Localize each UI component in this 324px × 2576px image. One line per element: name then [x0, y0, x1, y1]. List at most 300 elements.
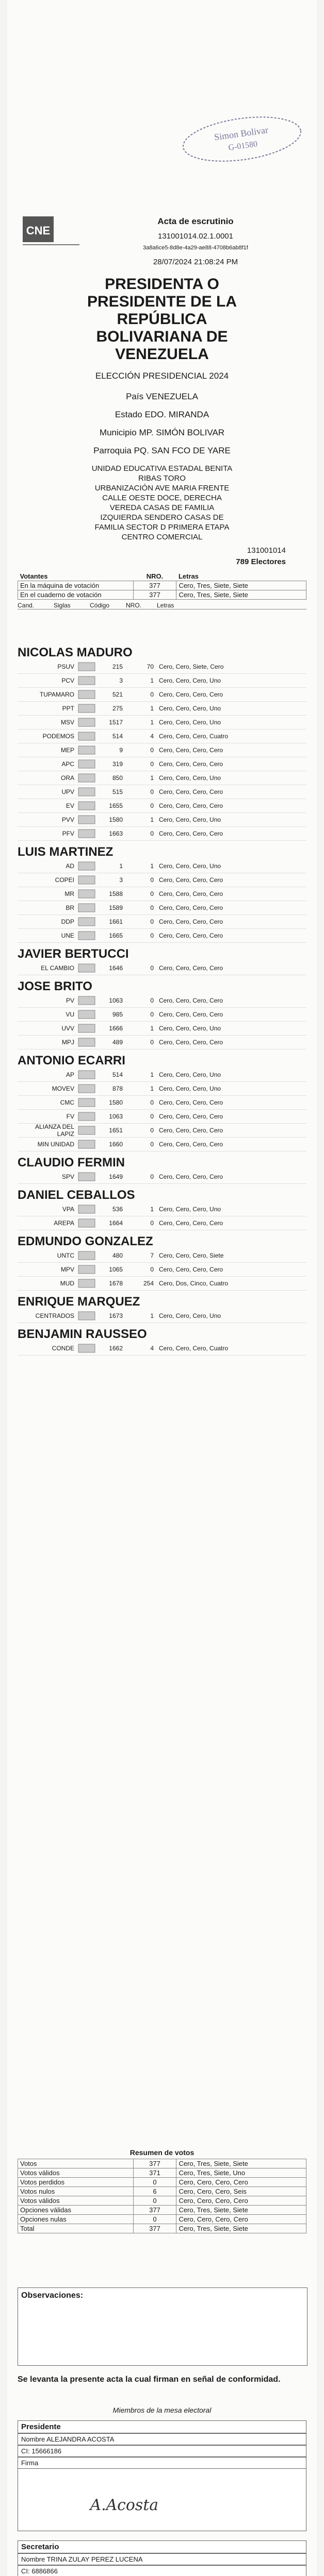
- party-acronym: UPV: [61, 788, 74, 795]
- party-code: 1655: [109, 802, 123, 809]
- party-logo-icon: [76, 930, 97, 941]
- party-code: 1664: [109, 1219, 123, 1227]
- party-row: [18, 1022, 306, 1036]
- party-acronym: CENTRADOS: [35, 1312, 74, 1319]
- party-logo-icon: [76, 689, 97, 700]
- party-votes-letters: Cero, Cero, Cero, Cero: [159, 1219, 223, 1227]
- candidate-name: NICOLAS MADURO: [18, 646, 133, 659]
- party-votes-letters: Cero, Cero, Cero, Uno: [159, 862, 221, 870]
- party-logo-icon: [76, 889, 97, 899]
- summary-table: [18, 2159, 306, 2233]
- party-code: 515: [112, 788, 123, 795]
- party-code: 1649: [109, 1173, 123, 1180]
- party-votes-letters: Cero, Cero, Cero, Uno: [159, 677, 221, 684]
- candidates-list: [18, 641, 306, 1355]
- party-votes: 1: [150, 816, 154, 823]
- party-row: [18, 674, 306, 688]
- party-logo-icon: [76, 1343, 97, 1353]
- party-logo-icon: [76, 1070, 97, 1080]
- table-row: Votos perdidos 0 Cero, Cero, Cero, Cero: [18, 2178, 306, 2187]
- party-code: 536: [112, 1206, 123, 1213]
- party-votes: 70: [147, 663, 154, 670]
- party-code: 514: [112, 1071, 123, 1078]
- party-votes-letters: Cero, Cero, Cero, Cero: [159, 1173, 223, 1180]
- candidate-block: [18, 947, 306, 975]
- candidate-block: [18, 1054, 306, 1151]
- party-acronym: PODEMOS: [42, 733, 74, 740]
- party-votes-letters: Cero, Cero, Cero, Cuatro: [159, 733, 229, 740]
- party-acronym: PFV: [62, 830, 74, 837]
- party-votes: 0: [150, 802, 154, 809]
- party-code: 1063: [109, 1113, 123, 1120]
- election-name: ELECCIÓN PRESIDENCIAL 2024: [95, 371, 229, 381]
- municipality: Municipio MP. SIMÓN BOLIVAR: [99, 428, 225, 437]
- party-acronym: FV: [66, 1113, 74, 1120]
- candidate-block: [18, 979, 306, 1049]
- party-acronym: MPV: [60, 1266, 74, 1273]
- party-acronym: AP: [66, 1071, 74, 1078]
- party-votes: 1: [150, 862, 154, 870]
- party-logo-icon: [76, 917, 97, 927]
- party-row: [18, 1170, 306, 1184]
- party-row: [18, 1309, 306, 1323]
- votes-table: [18, 572, 306, 609]
- members-list: [18, 2411, 306, 2576]
- party-votes: 1: [150, 719, 154, 726]
- member-ci: CI: 15666186: [18, 2445, 306, 2457]
- party-row: [18, 1138, 306, 1151]
- party-votes: 1: [150, 705, 154, 712]
- table-row: En el cuaderno de votación 377 Cero, Tres, Siete, Siete: [18, 590, 306, 600]
- party-logo-icon: [76, 1139, 97, 1149]
- party-row: [18, 1068, 306, 1082]
- party-code: 9: [119, 747, 123, 754]
- voting-center: UNIDAD EDUCATIVA ESTADAL BENITA RIBAS TORO URBANIZACIÓN AVE MARIA FRENTE CALLE OESTE DOCE, DERECHA VEREDA CASAS DE FAMILIA IZQUIERDA SENDERO CASAS DE FAMILIA SECTOR D PRIMERA ETAPA CENTRO COMERCIAL: [91, 464, 233, 541]
- party-votes-letters: Cero, Cero, Cero, Cuatro: [159, 1345, 229, 1352]
- party-row: [18, 915, 306, 929]
- party-votes-letters: Cero, Cero, Cero, Siete: [159, 1252, 224, 1259]
- party-acronym: MOVEV: [52, 1085, 74, 1092]
- party-logo-icon: [76, 861, 97, 871]
- party-row: [18, 743, 306, 757]
- party-acronym: PPT: [62, 705, 74, 712]
- party-acronym: PV: [66, 997, 74, 1004]
- candidate-block: [18, 1156, 306, 1184]
- candidate-block: [18, 845, 306, 943]
- signature-icon: [18, 2469, 306, 2531]
- party-acronym: ALIANZA DEL LAPIZ: [35, 1123, 74, 1138]
- member-name: Nombre TRINA ZULAY PEREZ LUCENA: [18, 2553, 306, 2565]
- party-votes-letters: Cero, Cero, Cero, Cero: [159, 904, 223, 911]
- party-acronym: AD: [66, 862, 74, 870]
- party-acronym: MEP: [60, 747, 74, 754]
- stamp-text: Simon Bolivar: [213, 124, 269, 143]
- acta-number: 131001014.02.1.0001: [158, 232, 233, 241]
- party-acronym: MUD: [60, 1280, 74, 1287]
- party-code: 1646: [109, 964, 123, 972]
- party-logo-icon: [76, 801, 97, 811]
- party-row: [18, 702, 306, 716]
- party-code: 1665: [109, 932, 123, 939]
- party-acronym: CONDE: [52, 1345, 74, 1352]
- party-row: [18, 688, 306, 702]
- party-acronym: VU: [66, 1011, 74, 1018]
- party-logo-icon: [76, 1218, 97, 1228]
- party-votes-letters: Cero, Cero, Siete, Cero: [159, 663, 224, 670]
- party-row: [18, 1008, 306, 1022]
- party-acronym: PVV: [61, 816, 74, 823]
- party-votes: 0: [150, 918, 154, 925]
- candidates-subheader: Cand. Siglas Código NRO. Letras: [18, 602, 306, 609]
- party-votes-letters: Cero, Cero, Cero, Cero: [159, 1141, 223, 1148]
- table-row: Votos válidos 0 Cero, Cero, Cero, Cero: [18, 2196, 306, 2206]
- closing-statement: Se levanta la presente acta la cual firman en señal de conformidad.: [18, 2375, 281, 2384]
- party-votes-letters: Cero, Cero, Cero, Cero: [159, 691, 223, 698]
- party-votes: 0: [150, 830, 154, 837]
- party-code: 1666: [109, 1025, 123, 1032]
- summary-title: Resumen de votos: [129, 2148, 195, 2157]
- party-logo-icon: [76, 731, 97, 741]
- party-logo-icon: [76, 717, 97, 727]
- party-votes-letters: Cero, Cero, Cero, Cero: [159, 1266, 223, 1273]
- party-code: 215: [112, 663, 123, 670]
- party-row: [18, 887, 306, 901]
- party-row: [18, 859, 306, 873]
- party-row: [18, 1263, 306, 1277]
- party-acronym: MIN UNIDAD: [37, 1141, 74, 1148]
- table-row: Opciones válidas 377 Cero, Tres, Siete, Siete: [18, 2206, 306, 2215]
- party-votes-letters: Cero, Cero, Cero, Uno: [159, 1312, 221, 1319]
- party-acronym: TUPAMARO: [39, 691, 74, 698]
- party-code: 1517: [109, 719, 123, 726]
- party-votes-letters: Cero, Cero, Cero, Cero: [159, 1011, 223, 1018]
- party-acronym: UVV: [61, 1025, 74, 1032]
- party-code: 1673: [109, 1312, 123, 1319]
- table-row: En la máquina de votación 377 Cero, Tres, Siete, Siete: [18, 581, 306, 590]
- party-row: [18, 1096, 306, 1110]
- party-row: [18, 771, 306, 785]
- party-votes-letters: Cero, Cero, Cero, Cero: [159, 760, 223, 768]
- party-code: 1: [119, 862, 123, 870]
- party-code: 1588: [109, 890, 123, 897]
- party-logo-icon: [76, 1278, 97, 1289]
- party-votes-letters: Cero, Dos, Cinco, Cuatro: [159, 1280, 229, 1287]
- party-logo-icon: [76, 773, 97, 783]
- party-code: 489: [112, 1039, 123, 1046]
- candidate-name: JOSE BRITO: [18, 979, 92, 993]
- party-votes-letters: Cero, Cero, Cero, Cero: [159, 802, 223, 809]
- party-votes: 0: [150, 788, 154, 795]
- party-acronym: MSV: [60, 719, 74, 726]
- party-votes-letters: Cero, Cero, Cero, Cero: [159, 747, 223, 754]
- party-code: 3: [119, 677, 123, 684]
- state: Estado EDO. MIRANDA: [115, 410, 209, 419]
- party-acronym: EL CAMBIO: [41, 964, 74, 972]
- svg-text:CNE: CNE: [26, 224, 51, 237]
- member-signature-label: Firma: [18, 2457, 306, 2469]
- party-logo-icon: [76, 903, 97, 913]
- party-votes-letters: Cero, Cero, Cero, Cero: [159, 1099, 223, 1106]
- candidate-name: ANTONIO ECARRI: [18, 1054, 125, 1067]
- party-row: [18, 730, 306, 743]
- party-acronym: COPEI: [55, 876, 74, 884]
- party-votes-letters: Cero, Cero, Cero, Cero: [159, 876, 223, 884]
- party-row: [18, 901, 306, 915]
- party-logo-icon: [76, 875, 97, 885]
- party-votes-letters: Cero, Cero, Cero, Cero: [159, 932, 223, 939]
- party-votes: 0: [150, 964, 154, 972]
- party-row: [18, 929, 306, 943]
- party-votes: 0: [150, 932, 154, 939]
- party-code: 480: [112, 1252, 123, 1259]
- party-row: [18, 1216, 306, 1230]
- party-votes: 4: [150, 733, 154, 740]
- party-logo-icon: [76, 1172, 97, 1182]
- page-title: PRESIDENTA O PRESIDENTE DE LA REPÚBLICA BOLIVARIANA DE VENEZUELA: [87, 276, 237, 363]
- party-votes: 0: [150, 1141, 154, 1148]
- party-row: [18, 1342, 306, 1355]
- party-logo-icon: [76, 1097, 97, 1108]
- party-logo-icon: [76, 1311, 97, 1321]
- party-votes-letters: Cero, Cero, Cero, Uno: [159, 1025, 221, 1032]
- party-logo-icon: [76, 1009, 97, 1020]
- party-code: 1589: [109, 904, 123, 911]
- party-acronym: EV: [66, 802, 74, 809]
- candidate-name: BENJAMIN RAUSSEO: [18, 1327, 147, 1341]
- party-logo-icon: [76, 1125, 97, 1136]
- member-role: Presidente: [18, 2420, 306, 2433]
- party-acronym: UNTC: [57, 1252, 74, 1259]
- party-code: 514: [112, 733, 123, 740]
- party-votes: 0: [150, 904, 154, 911]
- party-acronym: UNE: [61, 932, 74, 939]
- candidate-block: [18, 1295, 306, 1323]
- party-row: [18, 660, 306, 674]
- party-logo-icon: [76, 995, 97, 1006]
- table-header-row: Votantes NRO. Letras: [20, 572, 199, 580]
- party-code: 1678: [109, 1280, 123, 1287]
- party-votes-letters: Cero, Cero, Cero, Uno: [159, 816, 221, 823]
- member-block: [18, 2540, 306, 2576]
- party-acronym: CMC: [60, 1099, 74, 1106]
- party-row: [18, 757, 306, 771]
- party-row: [18, 1249, 306, 1263]
- party-acronym: PSUV: [57, 663, 74, 670]
- stamp-seal: [174, 105, 309, 174]
- party-row: [18, 1110, 306, 1124]
- country: País VENEZUELA: [126, 392, 198, 401]
- party-votes-letters: Cero, Cero, Cero, Cero: [159, 1113, 223, 1120]
- party-logo-icon: [76, 1023, 97, 1033]
- party-logo-icon: [76, 1264, 97, 1275]
- acta-datetime: 28/07/2024 21:08:24 PM: [153, 258, 238, 266]
- party-votes-letters: Cero, Cero, Cero, Cero: [159, 1039, 223, 1046]
- party-row: [18, 813, 306, 827]
- party-acronym: VPA: [62, 1206, 74, 1213]
- party-votes: 0: [150, 691, 154, 698]
- party-logo-icon: [76, 703, 97, 714]
- svg-text:A.Acosta: A.Acosta: [90, 2496, 159, 2514]
- candidate-name: LUIS MARTINEZ: [18, 845, 114, 859]
- party-logo-icon: [76, 963, 97, 973]
- party-code: 1580: [109, 1099, 123, 1106]
- party-code: 319: [112, 760, 123, 768]
- party-code: 878: [112, 1085, 123, 1092]
- party-acronym: APC: [61, 760, 74, 768]
- party-code: 1661: [109, 918, 123, 925]
- party-votes: 1: [150, 1085, 154, 1092]
- party-logo-icon: [76, 745, 97, 755]
- party-votes-letters: Cero, Cero, Cero, Uno: [159, 774, 221, 782]
- observations-box: [18, 2287, 307, 2366]
- party-code: 850: [112, 774, 123, 782]
- member-role: Secretario: [18, 2540, 306, 2553]
- party-code: 1663: [109, 830, 123, 837]
- party-votes-letters: Cero, Cero, Cero, Uno: [159, 705, 221, 712]
- party-votes: 1: [150, 774, 154, 782]
- party-logo-icon: [76, 675, 97, 686]
- party-acronym: BR: [66, 904, 74, 911]
- party-votes-letters: Cero, Cero, Cero, Cero: [159, 1127, 223, 1134]
- candidate-name: EDMUNDO GONZALEZ: [18, 1234, 153, 1248]
- signature-area: [18, 2469, 306, 2531]
- party-code: 521: [112, 691, 123, 698]
- party-votes: 4: [150, 1345, 154, 1352]
- party-logo-icon: [76, 787, 97, 797]
- party-votes: 0: [150, 1113, 154, 1120]
- party-votes: 1: [150, 1071, 154, 1078]
- party-row: [18, 799, 306, 813]
- party-votes: 0: [150, 876, 154, 884]
- party-row: [18, 1124, 306, 1138]
- acta-title: Acta de escrutinio: [157, 216, 234, 226]
- acta-hash: 3a8a6ce5-8d8e-4a29-ae88-4708b6ab8f1f: [143, 245, 248, 251]
- candidate-block: [18, 646, 306, 841]
- party-code: 275: [112, 705, 123, 712]
- party-votes-letters: Cero, Cero, Cero, Cero: [159, 890, 223, 897]
- party-row: [18, 961, 306, 975]
- party-row: [18, 1277, 306, 1291]
- party-code: 1651: [109, 1127, 123, 1134]
- party-row: [18, 994, 306, 1008]
- member-name: Nombre ALEJANDRA ACOSTA: [18, 2433, 306, 2445]
- party-votes-letters: Cero, Cero, Cero, Uno: [159, 719, 221, 726]
- member-ci: CI: 6886866: [18, 2565, 306, 2576]
- party-votes: 0: [150, 1099, 154, 1106]
- electors-count: 789 Electores: [236, 557, 286, 566]
- party-votes-letters: Cero, Cero, Cero, Cero: [159, 964, 223, 972]
- party-row: [18, 785, 306, 799]
- party-votes: 0: [150, 997, 154, 1004]
- candidate-name: JAVIER BERTUCCI: [18, 947, 129, 961]
- summary-section: [18, 2148, 306, 2233]
- stamp-code: G-01580: [228, 139, 258, 152]
- party-votes: 1: [150, 1312, 154, 1319]
- party-code: 1065: [109, 1266, 123, 1273]
- party-votes: 7: [150, 1252, 154, 1259]
- party-votes-letters: Cero, Cero, Cero, Cero: [159, 997, 223, 1004]
- party-logo-icon: [76, 1111, 97, 1122]
- party-row: [18, 827, 306, 841]
- party-votes: 0: [150, 747, 154, 754]
- party-acronym: DDP: [61, 918, 74, 925]
- party-votes-letters: Cero, Cero, Cero, Cero: [159, 788, 223, 795]
- party-logo-icon: [76, 1204, 97, 1214]
- candidate-name: CLAUDIO FERMIN: [18, 1156, 125, 1170]
- party-code: 985: [112, 1011, 123, 1018]
- party-votes-letters: Cero, Cero, Cero, Uno: [159, 1206, 221, 1213]
- party-votes: 0: [150, 1173, 154, 1180]
- party-code: 3: [119, 876, 123, 884]
- table-row: Votos nulos 6 Cero, Cero, Cero, Seis: [18, 2187, 306, 2196]
- party-row: [18, 1036, 306, 1049]
- party-row: [18, 1082, 306, 1096]
- center-code: 131001014: [247, 546, 286, 555]
- table-row: Votos 377 Cero, Tres, Siete, Siete: [18, 2159, 306, 2168]
- party-row: [18, 873, 306, 887]
- party-votes: 0: [150, 890, 154, 897]
- members-title: Miembros de la mesa electoral: [112, 2406, 212, 2414]
- party-code: 1063: [109, 997, 123, 1004]
- observations-label: Observaciones:: [21, 2291, 84, 2300]
- party-votes-letters: Cero, Cero, Cero, Cero: [159, 918, 223, 925]
- party-code: 1662: [109, 1345, 123, 1352]
- candidate-name: DANIEL CEBALLOS: [18, 1188, 135, 1202]
- party-row: [18, 716, 306, 730]
- party-row: [18, 1202, 306, 1216]
- party-votes: 254: [143, 1280, 154, 1287]
- party-votes: 0: [150, 1011, 154, 1018]
- party-logo-icon: [76, 759, 97, 769]
- party-votes-letters: Cero, Cero, Cero, Cero: [159, 830, 223, 837]
- candidate-block: [18, 1188, 306, 1230]
- member-block: [18, 2420, 306, 2531]
- party-votes: 0: [150, 1266, 154, 1273]
- party-votes: 0: [150, 1219, 154, 1227]
- table-row: Votos válidos 371 Cero, Tres, Siete, Uno: [18, 2168, 306, 2178]
- parish: Parroquia PQ. SAN FCO DE YARE: [93, 446, 231, 455]
- party-acronym: PCV: [61, 677, 74, 684]
- party-acronym: ORA: [60, 774, 74, 782]
- acta-page: [7, 0, 317, 2576]
- party-votes: 0: [150, 1039, 154, 1046]
- party-votes: 1: [150, 1206, 154, 1213]
- party-votes: 0: [150, 1127, 154, 1134]
- candidate-block: [18, 1234, 306, 1291]
- party-votes: 1: [150, 677, 154, 684]
- party-logo-icon: [76, 828, 97, 839]
- party-votes-letters: Cero, Cero, Cero, Uno: [159, 1071, 221, 1078]
- party-acronym: MR: [64, 890, 74, 897]
- party-votes: 1: [150, 1025, 154, 1032]
- table-row: Total 377 Cero, Tres, Siete, Siete: [18, 2224, 306, 2233]
- party-acronym: SPV: [61, 1173, 74, 1180]
- table-row: Opciones nulas 0 Cero, Cero, Cero, Cero: [18, 2215, 306, 2224]
- party-logo-icon: [76, 1250, 97, 1261]
- party-logo-icon: [76, 1037, 97, 1047]
- party-logo-icon: [76, 662, 97, 672]
- party-logo-icon: [76, 1083, 97, 1094]
- party-code: 1580: [109, 816, 123, 823]
- party-acronym: AREPA: [54, 1219, 74, 1227]
- party-votes-letters: Cero, Cero, Cero, Uno: [159, 1085, 221, 1092]
- party-logo-icon: [76, 815, 97, 825]
- party-acronym: MPJ: [62, 1039, 74, 1046]
- party-code: 1660: [109, 1141, 123, 1148]
- party-votes: 0: [150, 760, 154, 768]
- candidate-block: [18, 1327, 306, 1355]
- candidate-name: ENRIQUE MARQUEZ: [18, 1295, 140, 1309]
